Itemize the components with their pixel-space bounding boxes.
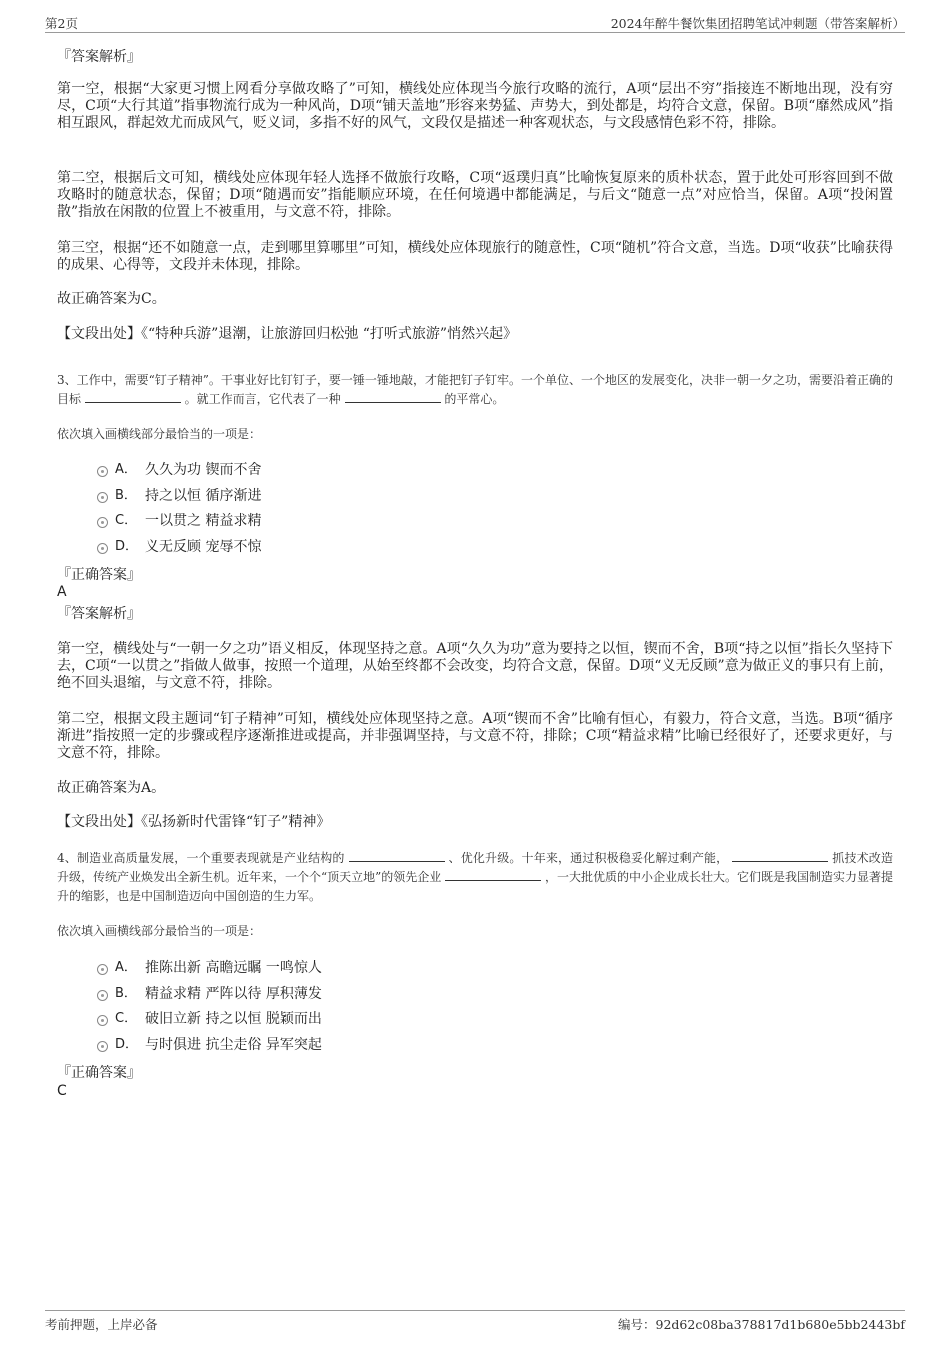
q4-option-a[interactable] [97,958,497,984]
q3-answer-label: 『正确答案』 [57,567,141,583]
q4-options [97,958,497,1060]
option-letter: C． [115,1011,138,1026]
q3-analysis-para-1: 第一空，横线处与“一朝一夕之功”语义相反，体现坚持之意。A项“久久为功”意为要持之以恒，锲而不舍，B项“持之以恒”指长久坚持下去，C项“一以贯之”指做人做事，按照一个道理，从始至终都不会改变，均符合文意，保留。D项“义无反顾”意为做正义的事只有上前，绝不回头退缩，与文意不符，排除。 [57,641,893,691]
radio-icon[interactable] [97,964,108,975]
q3-instruction: 依次填入画横线部分最恰当的一项是： [57,427,262,441]
q4-stem-part-4: ，一大批优质的中小企业成长壮大。它们既是我国制造实力显著提升的缩影，也是中国制造迈向中国创造的生力军。 [57,870,893,903]
q4-stem-part-3: 抓技术改造升级，传统产业焕发出全新生机。近年来，一个个“顶天立地”的领先企业 [57,851,893,884]
q2-analysis-label: 『答案解析』 [57,49,141,65]
radio-icon[interactable] [97,1015,108,1026]
option-letter: A． [115,960,137,975]
option-text: 推陈出新 高瞻远瞩 一鸣惊人 [145,960,322,976]
q3-source: 【文段出处】《弘扬新时代雷锋“钉子”精神》 [57,814,331,830]
page-footer [45,1310,905,1335]
option-text: 一以贯之 精益求精 [145,513,262,529]
q3-option-d[interactable] [97,537,497,563]
q3-option-b[interactable] [97,486,497,512]
q4-stem [57,849,893,906]
q3-analysis-para-2: 第二空，根据文段主题词“钉子精神”可知，横线处应体现坚持之意。A项“锲而不舍”比喻有恒心，有毅力，符合文意，当选。B项“循序渐进”指按照一定的步骤或程序逐渐推进或提高，并非强调坚持，与文意不符，排除；C项“精益求精”比喻已经很好了，还要求更好，与文意不符，排除。 [57,711,893,761]
q4-option-c[interactable] [97,1009,497,1035]
option-text: 破旧立新 持之以恒 脱颖而出 [145,1011,322,1027]
option-letter: C． [115,513,138,528]
q4-option-d[interactable] [97,1035,497,1061]
q2-conclusion: 故正确答案为C。 [57,291,166,307]
q3-analysis-label: 『答案解析』 [57,606,141,622]
radio-icon[interactable] [97,517,108,528]
document-title: 2024年醉牛餐饮集团招聘笔试冲刺题（带答案解析） [610,16,905,31]
q3-conclusion: 故正确答案为A。 [57,780,166,796]
option-letter: D． [115,538,139,554]
option-letter: A． [115,462,137,477]
radio-icon[interactable] [97,1041,108,1052]
option-letter: D． [115,1036,139,1052]
radio-icon[interactable] [97,466,108,477]
q3-stem-part-3: 的平常心。 [444,392,505,406]
q4-option-b[interactable] [97,984,497,1010]
radio-icon[interactable] [97,543,108,554]
radio-icon[interactable] [97,990,108,1001]
option-text: 持之以恒 循序渐进 [145,487,262,504]
q3-options [97,460,497,562]
radio-icon[interactable] [97,492,108,503]
q2-analysis-para-3: 第三空，根据“还不如随意一点，走到哪里算哪里”可知，横线处应体现旅行的随意性，C项“随机”符合文意，当选。D项“收获”比喻获得的成果、心得等，文段并未体现，排除。 [57,240,893,273]
option-text: 久久为功 锲而不舍 [145,462,262,478]
q3-blank-2 [345,390,441,403]
option-text: 义无反顾 宠辱不惊 [145,538,262,555]
q3-stem-part-1: 3、工作中，需要“钉子精神”。干事业好比钉钉子，要一锤一锤地敲，才能把钉子钉牢。一个单位、一个地区的发展变化，决非一朝一夕之功，需要沿着正确的目标 [57,373,893,406]
q3-blank-1 [85,390,181,403]
page-header [45,12,905,33]
q3-option-c[interactable] [97,511,497,537]
option-letter: B． [115,985,137,1001]
q3-stem-part-2: 。就工作而言，它代表了一种 [184,392,341,406]
q3-stem [57,371,893,409]
q4-stem-part-1: 4、制造业高质量发展，一个重要表现就是产业结构的 [57,851,345,865]
q4-blank-2 [732,849,828,862]
option-text: 精益求精 严阵以待 厚积薄发 [145,985,322,1002]
footer-slogan: 考前押题，上岸必备 [45,1317,158,1332]
q2-analysis-para-2: 第二空，根据后文可知，横线处应体现年轻人选择不做旅行攻略，C项“返璞归真”比喻恢复原来的质朴状态，置于此处可形容回到不做攻略时的随意状态，保留；D项“随遇而安”指能顺应环境，在任何境遇中都能满足，与后文“随意一点”对应恰当，保留。A项“投闲置散”指放在闲散的位置上不被重用，与文意不符，排除。 [57,170,893,220]
q3-option-a[interactable] [97,460,497,486]
q4-answer: C [57,1083,67,1099]
q4-blank-3 [445,868,541,881]
q2-analysis-para-1: 第一空，根据“大家更习惯上网看分享做攻略了”可知，横线处应体现当今旅行攻略的流行，A项“层出不穷”指接连不断地出现，没有穷尽，C项“大行其道”指事物流行成为一种风尚，D项“铺天盖地”形容来势猛、声势大，到处都是，均符合文意，保留。B项“靡然成风”指相互跟风，群起效尤而成风气，贬义词，多指不好的风气，文段仅是描述一种客观状态，与文段感情色彩不符，排除。 [57,81,893,131]
q3-answer: A [57,584,67,600]
option-letter: B． [115,487,137,503]
q4-blank-1 [349,849,445,862]
q4-stem-part-2: 、优化升级。十年来，通过积极稳妥化解过剩产能， [448,851,729,865]
document-serial: 编号：92d62c08ba378817d1b680e5bb2443bf [618,1317,905,1332]
page-number: 第2页 [45,16,78,31]
q4-instruction: 依次填入画横线部分最恰当的一项是： [57,924,262,938]
q2-source: 【文段出处】《“特种兵游”退潮，让旅游回归松弛 “打听式旅游”悄然兴起》 [57,326,518,342]
q4-answer-label: 『正确答案』 [57,1065,141,1081]
option-text: 与时俱进 抗尘走俗 异军突起 [145,1036,322,1053]
